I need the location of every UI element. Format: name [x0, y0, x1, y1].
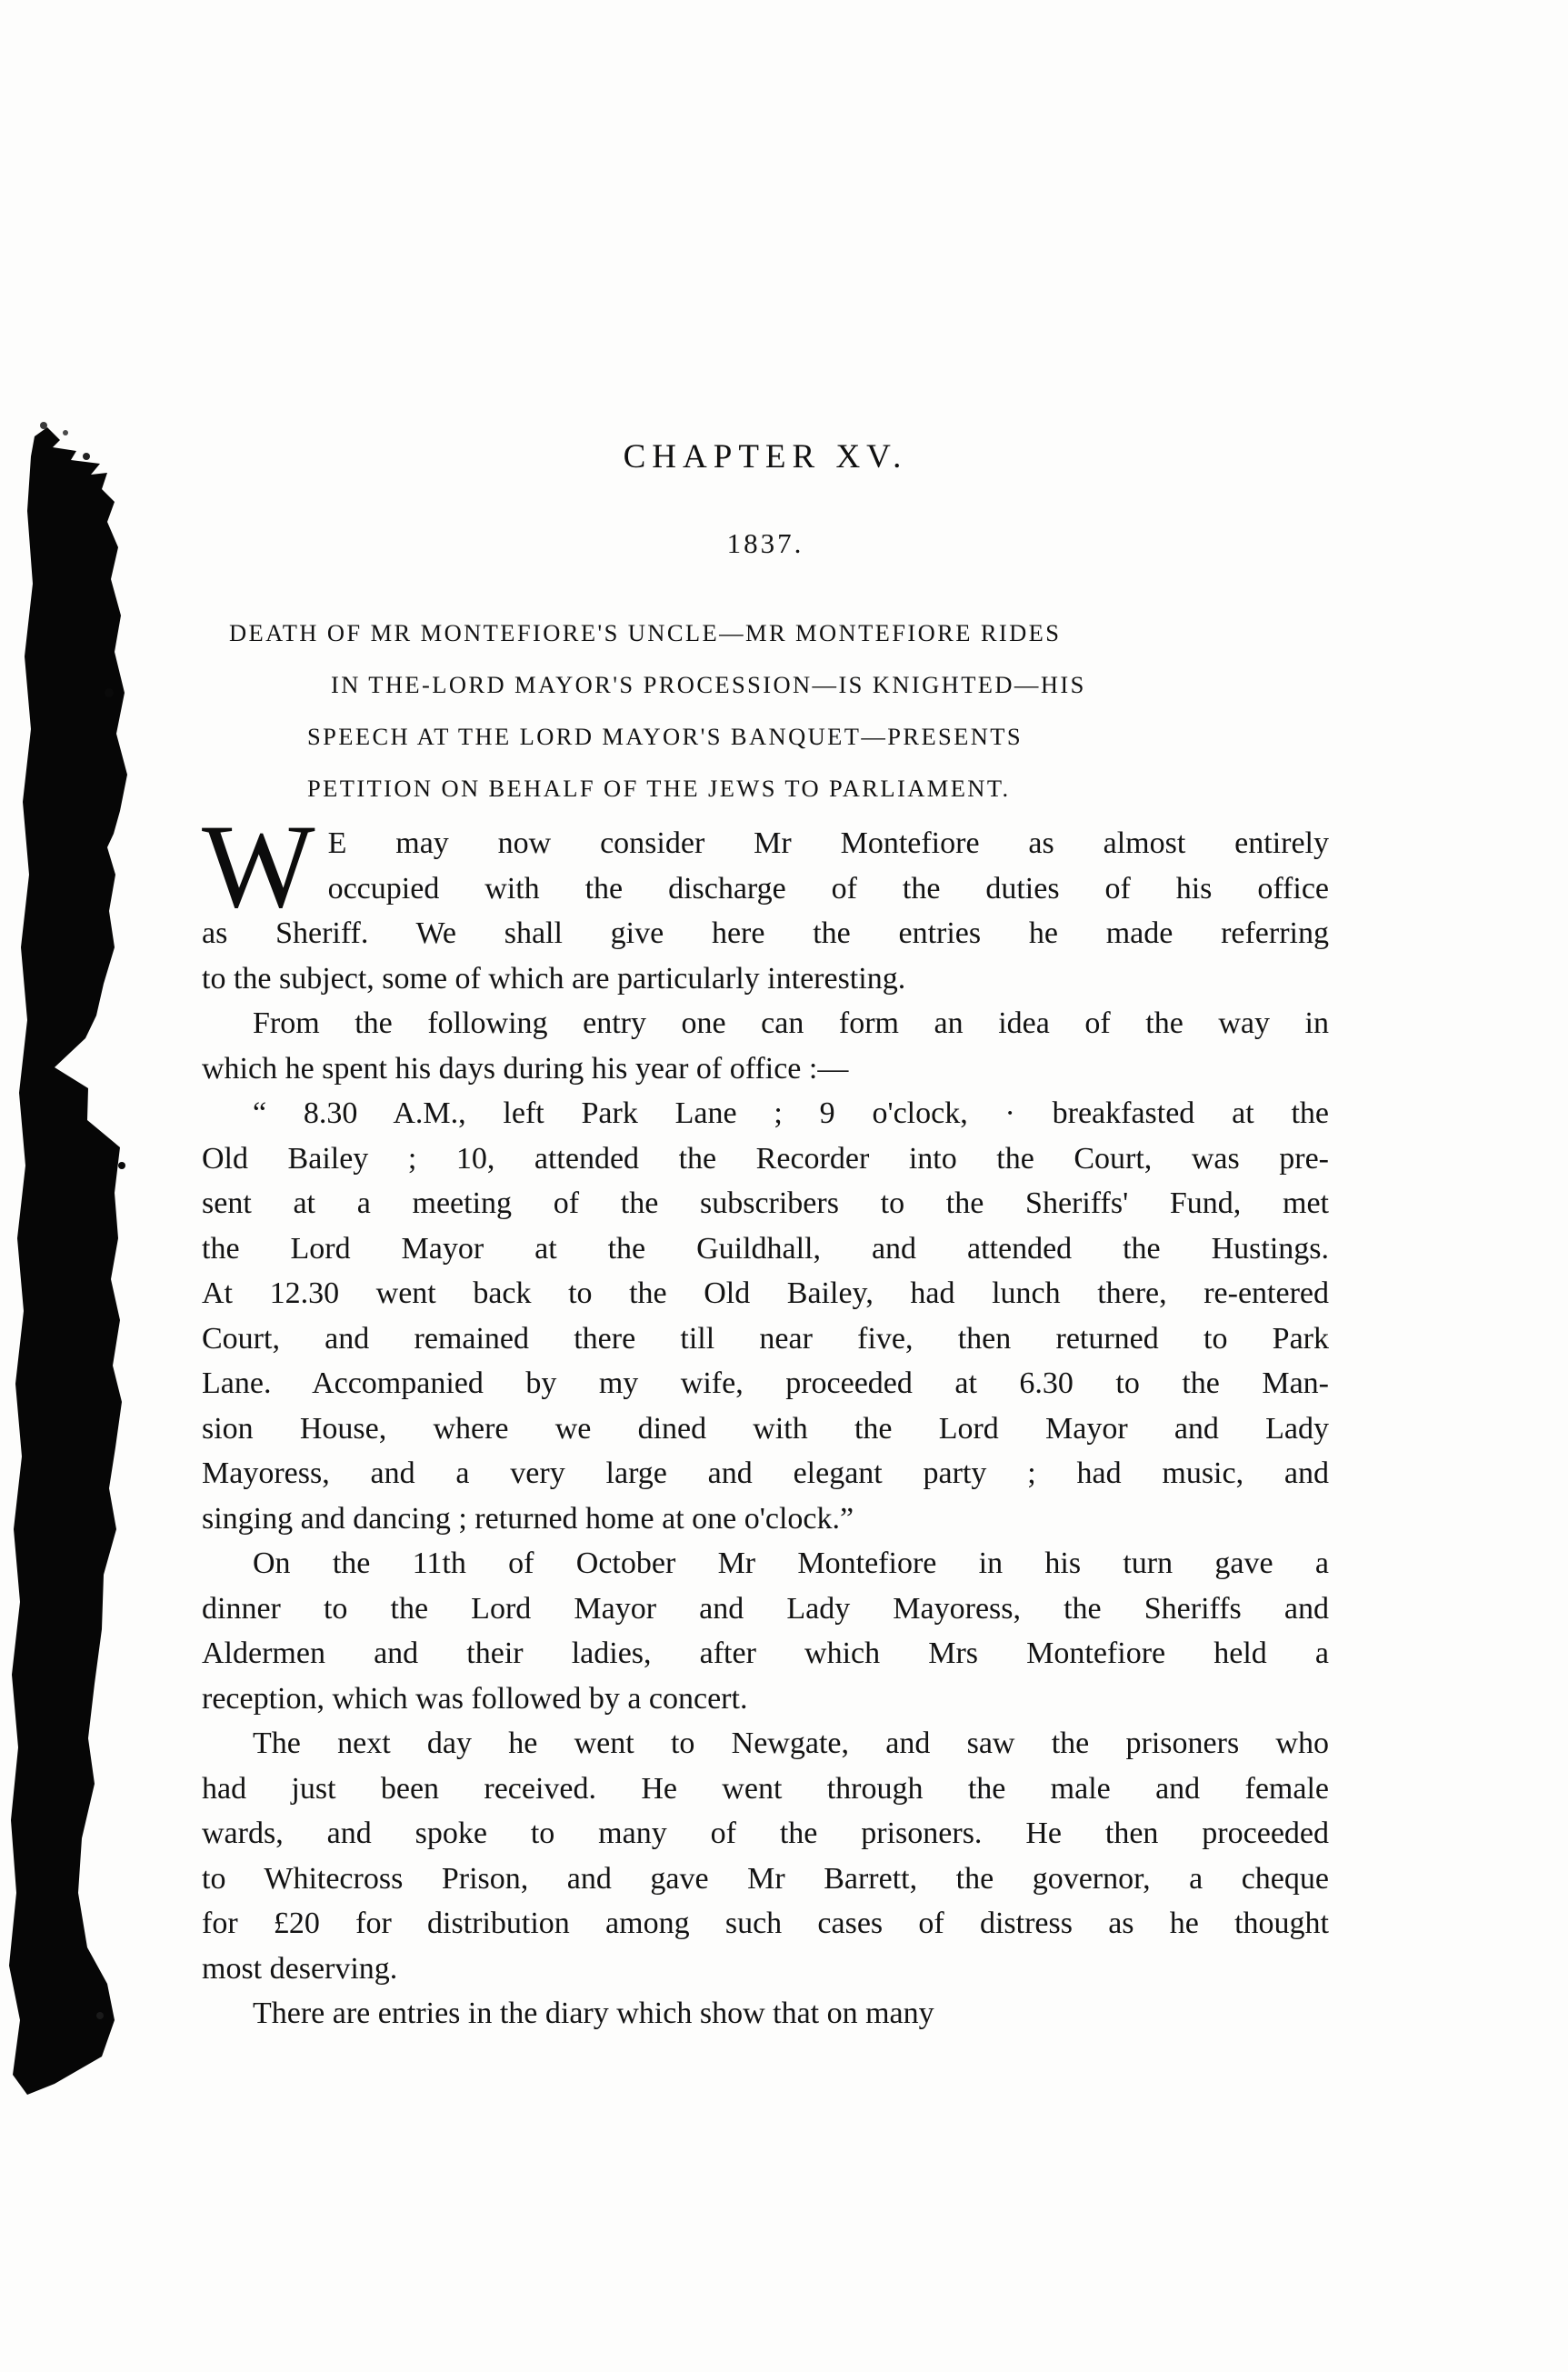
summary-line: SPEECH AT THE LORD MAYOR'S BANQUET—PRESENTS [307, 723, 1024, 750]
text-line: to Whitecross Prison, and gave Mr Barrett, the governor, a cheque [202, 1861, 1329, 1896]
text-line: occupied with the discharge of the duties of his office [327, 871, 1329, 906]
text-line: From the following entry one can form an idea of the way in [253, 1006, 1329, 1040]
text-line: most deserving. [202, 1951, 398, 1986]
body-paragraph [202, 1721, 1329, 1991]
text-line: which he spent his days during his year of office :— [202, 1051, 849, 1086]
text-line: Aldermen and their ladies, after which Mrs Montefiore held a [202, 1636, 1329, 1670]
text-line: the Lord Mayor at the Guildhall, and attended the Hustings. [202, 1231, 1329, 1266]
ink-blot-stain [0, 420, 145, 2111]
summary-line: IN THE-LORD MAYOR'S PROCESSION—IS KNIGHTED—HIS [331, 671, 1086, 698]
text-line: On the 11th of October Mr Montefiore in his turn gave a [253, 1546, 1329, 1580]
text-line: Mayoress, and a very large and elegant party ; had music, and [202, 1456, 1329, 1490]
text-line: for £20 for distribution among such cases of distress as he thought [202, 1907, 1329, 1940]
text-line: The next day he went to Newgate, and saw the prisoners who [253, 1726, 1329, 1760]
chapter-year: 1837. [726, 527, 804, 559]
body-paragraph [202, 1091, 1329, 1541]
body-paragraph [202, 1991, 1329, 2037]
text-line: as Sheriff. We shall give here the entries he made referring [202, 916, 1329, 950]
text-line: Court, and remained there till near five, then returned to Park [202, 1321, 1329, 1356]
text-line: reception, which was followed by a concert. [202, 1681, 748, 1716]
text-line: sion House, where we dined with the Lord Mayor and Lady [202, 1411, 1329, 1446]
summary-line: DEATH OF MR MONTEFIORE'S UNCLE—MR MONTEFIORE RIDES [229, 619, 1062, 646]
body-text [202, 799, 1329, 2037]
text-line: “ 8.30 A.M., left Park Lane ; 9 o'clock, · breakfasted at the [253, 1096, 1329, 1130]
text-line: dinner to the Lord Mayor and Lady Mayoress, the Sheriffs and [202, 1591, 1329, 1626]
text-line: sent at a meeting of the subscribers to the Sheriffs' Fund, met [202, 1186, 1329, 1220]
summary-line: PETITION ON BEHALF OF THE JEWS TO PARLIAMENT. [307, 775, 1011, 802]
text-line: There are entries in the diary which show that on many [253, 1997, 934, 2030]
body-paragraph [202, 799, 1329, 1001]
text-line: Old Bailey ; 10, attended the Recorder into the Court, was pre- [202, 1141, 1329, 1176]
body-paragraph [202, 1001, 1329, 1091]
text-line: E may now consider Mr Montefiore as almost entirely [327, 826, 1329, 860]
text-line: Lane. Accompanied by my wife, proceeded at 6.30 to the Man- [202, 1366, 1329, 1400]
drop-cap: W [202, 799, 315, 933]
body-paragraph [202, 1541, 1329, 1721]
chapter-title: CHAPTER XV. [623, 438, 908, 475]
text-line: singing and dancing ; returned home at one o'clock.” [202, 1501, 854, 1536]
chapter-summary [202, 607, 1329, 815]
text-line: to the subject, some of which are particularly interesting. [202, 961, 906, 996]
text-line: wards, and spoke to many of the prisoners. He then proceeded [202, 1817, 1329, 1850]
text-line: At 12.30 went back to the Old Bailey, had lunch there, re-entered [202, 1276, 1329, 1310]
text-line: had just been received. He went through the male and female [202, 1771, 1329, 1806]
